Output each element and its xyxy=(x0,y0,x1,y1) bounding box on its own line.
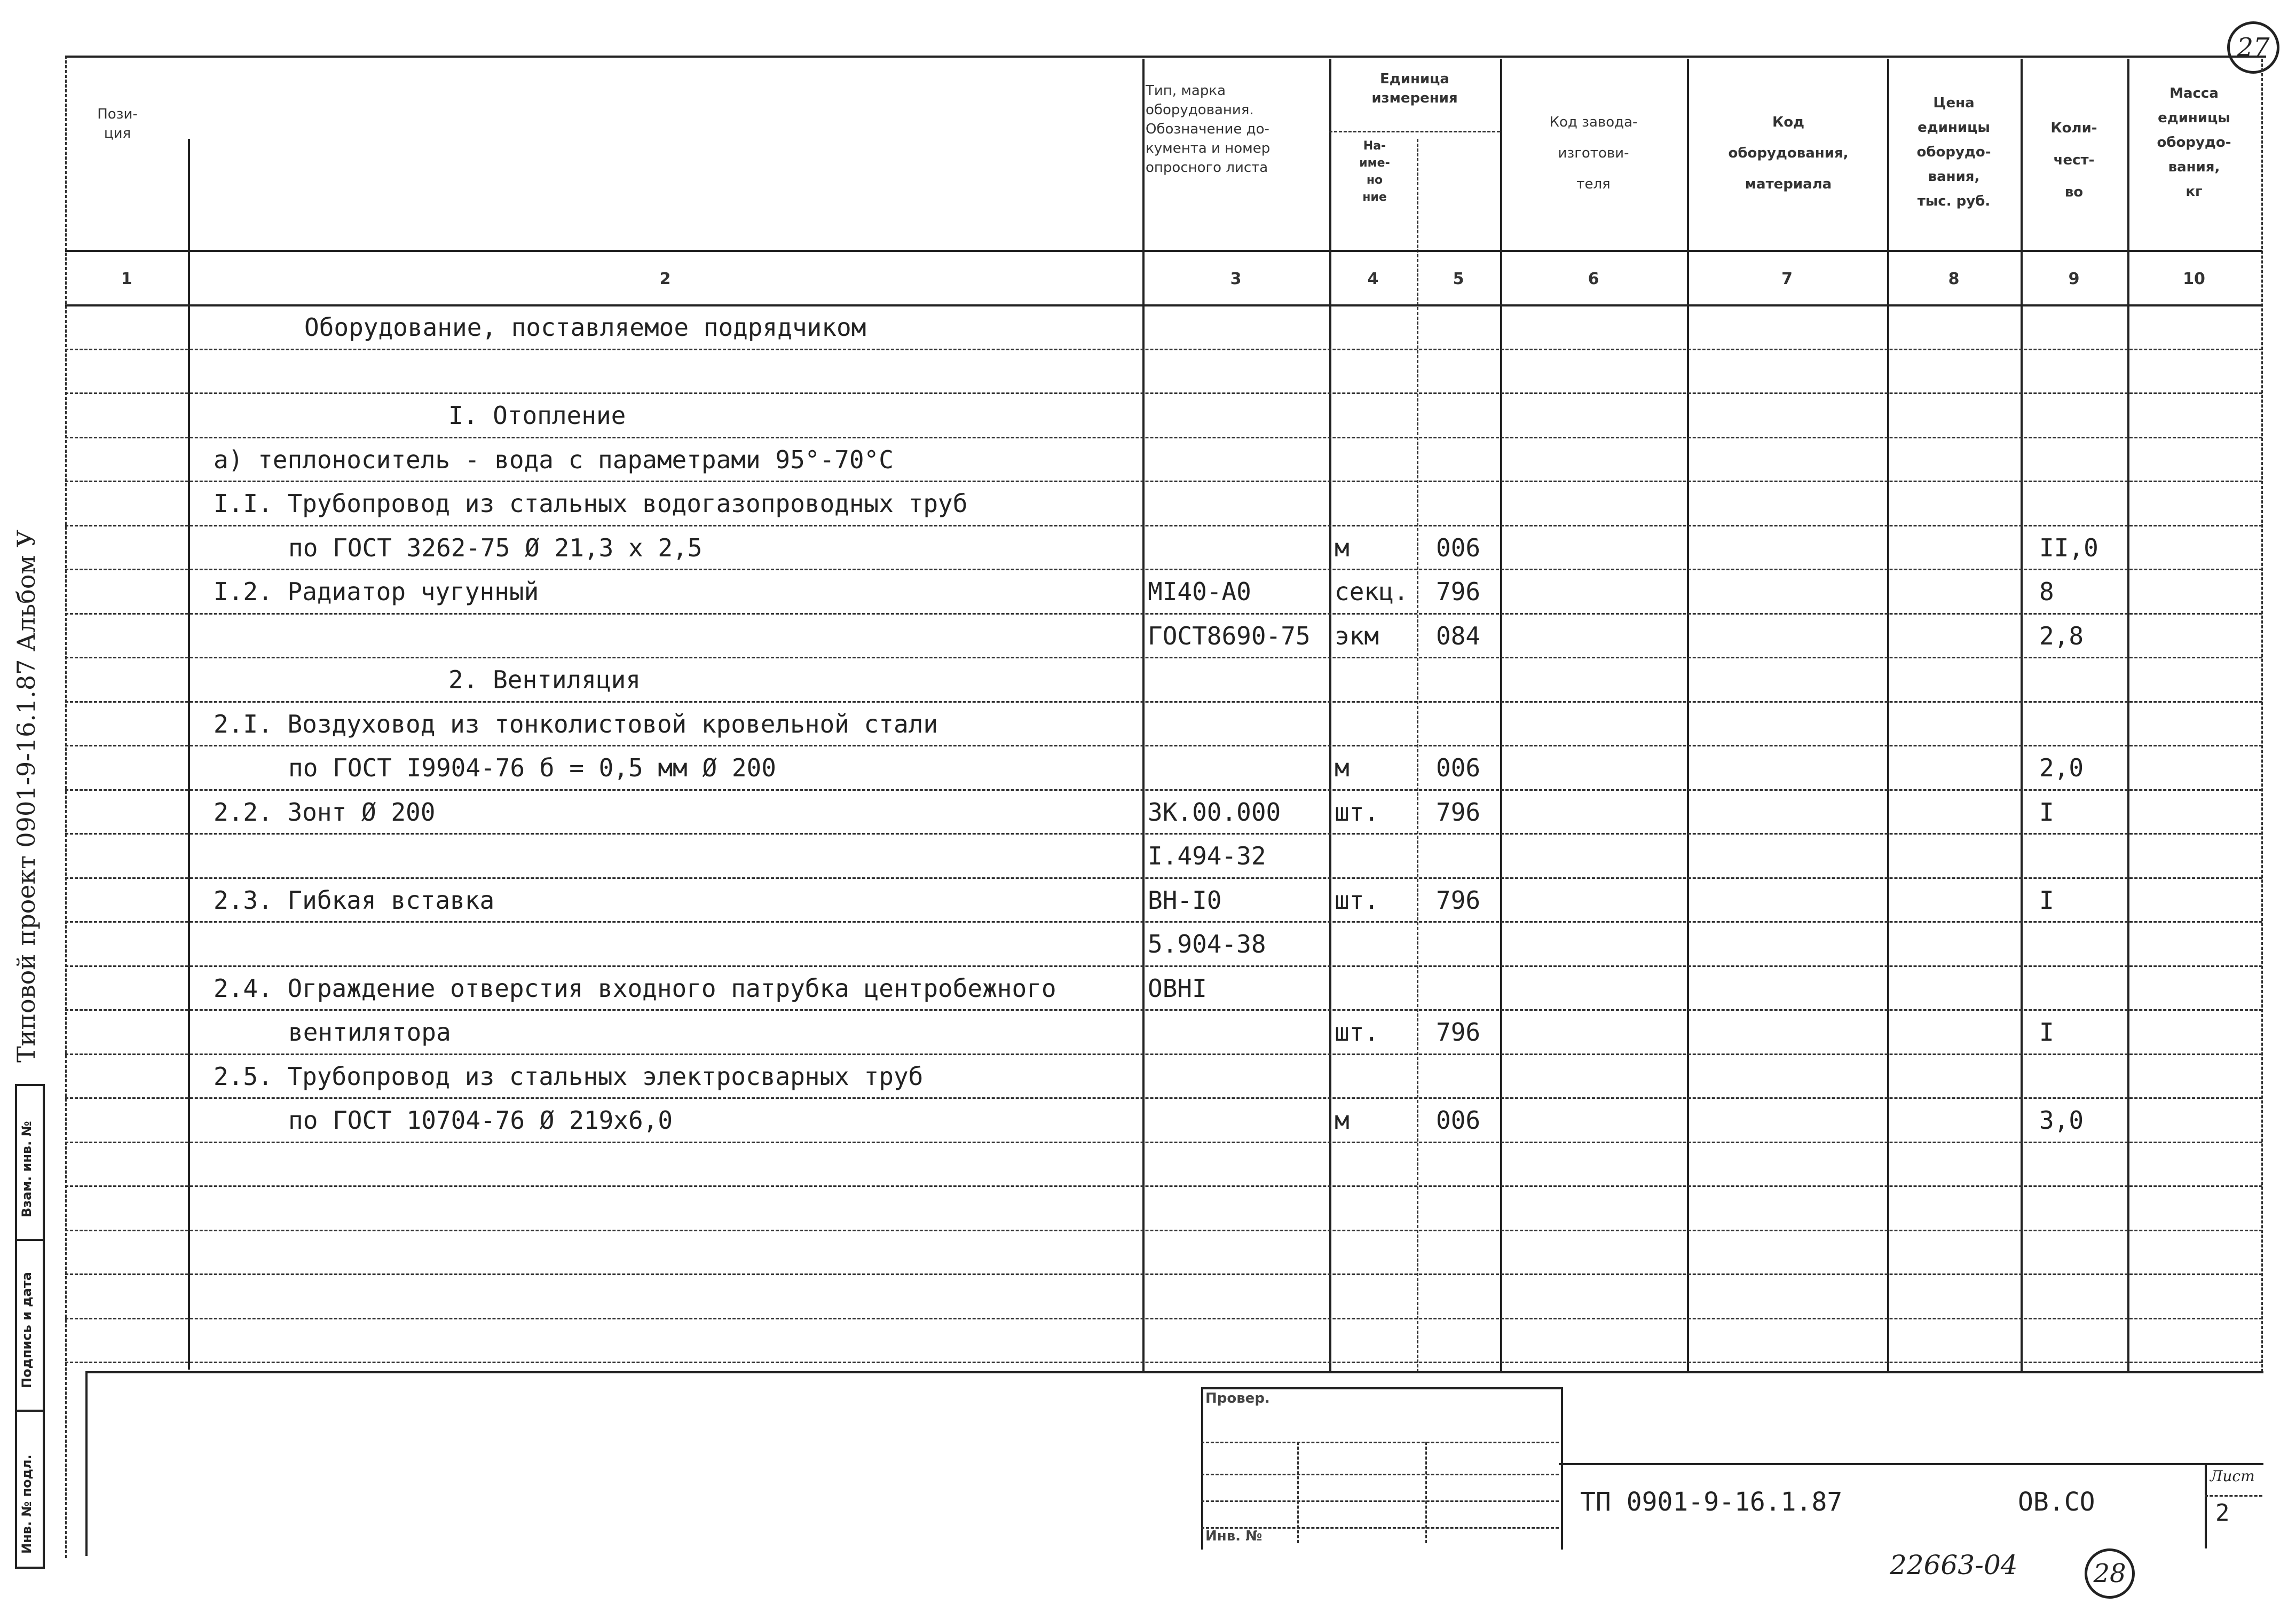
title-block-top xyxy=(85,1371,2263,1373)
item-unit-code: 796 xyxy=(1436,886,1481,915)
table-row xyxy=(0,921,2296,965)
item-name: Оборудование, поставляемое подрядчиком xyxy=(304,313,866,342)
table-row xyxy=(0,877,2296,922)
table-row xyxy=(0,437,2296,481)
item-unit-code: 796 xyxy=(1436,1018,1481,1047)
item-quantity: I xyxy=(2039,886,2054,915)
table-row xyxy=(0,789,2296,834)
handwritten-code: 22663-04 xyxy=(1890,1550,2018,1581)
item-unit: шт. xyxy=(1335,886,1379,915)
checked-line xyxy=(1201,1474,1559,1475)
checked-col xyxy=(1425,1442,1427,1543)
header-position: Пози- ция xyxy=(97,106,138,141)
item-quantity: II,0 xyxy=(2039,533,2098,562)
col-number: 7 xyxy=(1781,270,1793,288)
item-unit-code: 084 xyxy=(1436,622,1481,650)
item-unit: экм xyxy=(1335,622,1379,650)
row-line xyxy=(65,1318,2262,1319)
col-number: 10 xyxy=(2183,270,2205,288)
item-unit: секц. xyxy=(1335,577,1409,606)
row-line xyxy=(65,1185,2262,1187)
table-row xyxy=(0,701,2296,745)
table-row xyxy=(0,1053,2296,1098)
header-unit-price: Цена единицы оборудо- вания, тыс. руб. xyxy=(1916,95,1991,209)
item-quantity: I xyxy=(2039,798,2054,827)
document-suffix: ОВ.СО xyxy=(2018,1487,2095,1517)
item-unit-code: 796 xyxy=(1436,798,1481,827)
col-number: 5 xyxy=(1453,270,1464,288)
item-name: по ГОСТ I9904-76 б = 0,5 мм Ø 200 xyxy=(288,753,776,782)
item-mark: I.494-32 xyxy=(1148,842,1266,870)
item-mark: 5.904-38 xyxy=(1148,930,1266,958)
row-line xyxy=(65,1142,2262,1143)
stamp-exchange-inv: Взам. инв. № xyxy=(19,1121,34,1217)
item-quantity: 3,0 xyxy=(2039,1106,2084,1135)
item-name: I.2. Радиатор чугунный xyxy=(214,577,539,606)
item-mark: ВН-I0 xyxy=(1148,886,1222,915)
col-number: 4 xyxy=(1367,270,1379,288)
table-row xyxy=(0,349,2296,393)
checked-label: Провер. xyxy=(1205,1390,1270,1406)
item-unit-code: 796 xyxy=(1436,577,1481,606)
item-mark: ЗК.00.000 xyxy=(1148,798,1281,827)
item-quantity: I xyxy=(2039,1018,2054,1047)
row-line xyxy=(65,1230,2262,1231)
item-unit-code: 006 xyxy=(1436,753,1481,782)
title-main-line xyxy=(1559,1463,2263,1465)
side-caption: Типовой проект 0901-9-16.1.87 Альбом У xyxy=(12,529,41,1063)
col-number: 2 xyxy=(659,270,671,288)
item-name: 2.5. Трубопровод из стальных электросварных труб xyxy=(214,1062,924,1091)
item-name: а) теплоноситель - вода с параметрами 95°-70°С xyxy=(214,445,894,474)
item-name: вентилятора xyxy=(288,1018,451,1047)
table-row xyxy=(0,833,2296,877)
header-unit-mass: Масса единицы оборудо- вания, кг xyxy=(2157,85,2231,200)
title-block-line xyxy=(85,1371,88,1556)
item-unit: м xyxy=(1335,753,1350,782)
inv-label: Инв. № xyxy=(1205,1528,1263,1544)
table-row xyxy=(0,1009,2296,1053)
item-name: 2.3. Гибкая вставка xyxy=(214,886,495,915)
document-code: ТП 0901-9-16.1.87 xyxy=(1580,1487,1843,1517)
item-mark: ОВНI xyxy=(1148,974,1207,1003)
item-name: I.I. Трубопровод из стальных водогазопроводных труб xyxy=(214,489,968,518)
checked-box xyxy=(1201,1387,1563,1550)
stamp-signature-date: Подпись и дата xyxy=(19,1272,34,1388)
item-name: 2. Вентиляция xyxy=(448,665,641,694)
checked-line xyxy=(1201,1500,1559,1502)
header-unit: Единица измерения xyxy=(1371,71,1458,106)
item-name: I. Отопление xyxy=(448,401,626,430)
sheet-badge: 27 xyxy=(2227,21,2279,74)
table-row xyxy=(0,304,2296,349)
table-row xyxy=(0,525,2296,569)
item-unit: шт. xyxy=(1335,798,1379,827)
header-line xyxy=(65,250,2262,252)
item-mark: ГОСТ8690-75 xyxy=(1148,622,1311,650)
table-row xyxy=(0,569,2296,613)
sheet-label: Лист xyxy=(2210,1467,2255,1485)
item-unit: м xyxy=(1335,533,1350,562)
col-number: 6 xyxy=(1588,270,1599,288)
sheet-number: 2 xyxy=(2215,1499,2230,1527)
row-line xyxy=(65,1362,2262,1363)
stamp-divider xyxy=(15,1410,43,1412)
col-number: 1 xyxy=(121,270,132,288)
table-row xyxy=(0,745,2296,789)
col-number: 3 xyxy=(1230,270,1242,288)
table-row xyxy=(0,965,2296,1010)
item-name: по ГОСТ 10704-76 Ø 219x6,0 xyxy=(288,1106,673,1135)
stamp-inv-no: Инв. № подл. xyxy=(19,1454,34,1554)
item-unit: шт. xyxy=(1335,1018,1379,1047)
header-quantity: Коли- чест- во xyxy=(2050,120,2097,200)
item-unit-code: 006 xyxy=(1436,1106,1481,1135)
col-number: 9 xyxy=(2068,270,2080,288)
item-name: 2.I. Воздуховод из тонколистовой кровельной стали xyxy=(214,710,938,738)
item-quantity: 8 xyxy=(2039,577,2054,606)
header-equipment-code: Код оборудования, материала xyxy=(1728,114,1849,192)
checked-col xyxy=(1297,1442,1299,1543)
checked-line xyxy=(1201,1442,1559,1443)
header-type-mark: Тип, марка оборудования. Обозначение до- кумента и номер опросного листа xyxy=(1146,83,1271,176)
item-quantity: 2,0 xyxy=(2039,753,2084,782)
table-row xyxy=(0,392,2296,437)
item-quantity: 2,8 xyxy=(2039,622,2084,650)
col-number: 8 xyxy=(1948,270,1960,288)
item-name: по ГОСТ 3262-75 Ø 21,3 x 2,5 xyxy=(288,533,703,562)
item-mark: МI40-А0 xyxy=(1148,577,1251,606)
unit-header-line xyxy=(1329,131,1500,132)
header-unit-name: На- име- но ние xyxy=(1359,139,1390,204)
table-row xyxy=(0,613,2296,657)
item-name: 2.2. Зонт Ø 200 xyxy=(214,798,436,827)
table-row xyxy=(0,1097,2296,1142)
footer-circle: 28 xyxy=(2085,1548,2135,1599)
item-unit-code: 006 xyxy=(1436,533,1481,562)
table-row xyxy=(0,657,2296,701)
item-name: 2.4. Ограждение отверстия входного патрубка центробежного xyxy=(214,974,1056,1003)
sheet-box-line xyxy=(2205,1495,2262,1497)
header-factory-code: Код завода- изготови- теля xyxy=(1549,114,1638,192)
stamp-divider xyxy=(15,1239,43,1241)
table-row xyxy=(0,481,2296,525)
item-unit: м xyxy=(1335,1106,1350,1135)
row-line xyxy=(65,1273,2262,1275)
